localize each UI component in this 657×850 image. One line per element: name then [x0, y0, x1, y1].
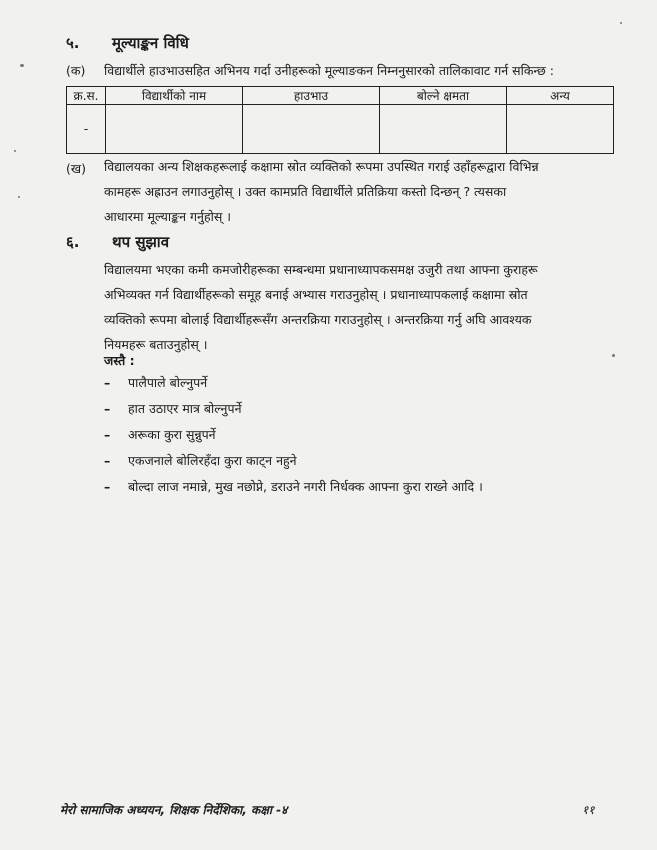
- rule-text: एकजनाले बोलिरहँदा कुरा काट्न नहुने: [128, 453, 297, 468]
- item-b-line: कामहरू अह्राउन लगाउनुहोस् । उक्त कामप्रति विद्यार्थीले प्रतिक्रिया कस्तो दिन्छन् ? त्यसका: [104, 184, 507, 199]
- rules-list: [104, 370, 483, 500]
- list-item: [104, 370, 483, 396]
- footer-book-title: मेरो सामाजिक अध्ययन, शिक्षक निर्देशिका, कक्षा -४: [60, 803, 288, 817]
- scan-speck: [20, 64, 24, 67]
- item-b-label: (ख): [66, 161, 86, 176]
- column-header-speaking-ability: बोल्ने क्षमता: [380, 87, 507, 105]
- section-5-heading: [66, 33, 189, 53]
- list-item: [104, 448, 483, 474]
- table-header-row: [67, 87, 614, 105]
- example-label: जस्तै :: [104, 353, 135, 368]
- rule-text: अरूका कुरा सुन्नुपर्ने: [128, 427, 216, 442]
- table-cell-speaking-ability: [380, 105, 507, 154]
- list-item: [104, 422, 483, 448]
- table-cell-gesture: [243, 105, 380, 154]
- section-6-line: व्यक्तिको रूपमा बोलाई विद्यार्थीहरूसँग अन्तरक्रिया गराउनुहोस् । अन्तरक्रिया गर्नु अघि आवश्यक: [104, 312, 532, 327]
- section-6-line: अभिव्यक्त गर्न विद्यार्थीहरूको समूह बनाई अभ्यास गराउनुहोस् । प्रधानाध्यापकलाई कक्षामा स्रोत: [104, 287, 528, 302]
- section-6-heading: [66, 232, 169, 252]
- item-a-text: विद्यार्थीले हाउभाउसहित अभिनय गर्दा उनीहरूको मूल्याङकन निम्ननुसारको तालिकावाट गर्न सकिन्छ :: [104, 63, 554, 78]
- rule-text: पालैपाले बोल्नुपर्ने: [128, 375, 208, 390]
- dash-bullet-icon: –: [104, 479, 111, 494]
- dash-bullet-icon: –: [104, 453, 111, 468]
- section-6-line: नियमहरू बताउनुहोस् ।: [104, 337, 208, 352]
- dash-bullet-icon: –: [104, 375, 111, 390]
- scan-speck: [612, 354, 615, 357]
- table-row: [67, 105, 614, 154]
- column-header-gesture: हाउभाउ: [243, 87, 380, 105]
- section-6-number: ६.: [66, 233, 80, 251]
- evaluation-table: [66, 86, 614, 154]
- item-b-line: विद्यालयका अन्य शिक्षकहरूलाई कक्षामा स्रोत व्यक्तिको रूपमा उपस्थित गराई उहाँहरूद्वारा विभिन्न: [104, 159, 539, 174]
- column-header-student-name: विद्यार्थीको नाम: [106, 87, 243, 105]
- section-6-paragraph: [104, 257, 624, 357]
- column-header-other: अन्य: [507, 87, 614, 105]
- table-cell-serial: -: [67, 105, 106, 154]
- scan-speck: [18, 196, 20, 198]
- item-a-label: (क): [66, 63, 86, 78]
- section-5-title: मूल्याङ्कन विधि: [112, 34, 189, 52]
- section-6-line: विद्यालयमा भएका कमी कमजोरीहरूका सम्बन्धमा प्रधानाध्यापकसमक्ष उजुरी तथा आफ्ना कुराहरू: [104, 262, 538, 277]
- dash-bullet-icon: –: [104, 427, 111, 442]
- rule-text: हात उठाएर मात्र बोल्नुपर्ने: [128, 401, 242, 416]
- item-b-paragraph: [104, 154, 624, 229]
- table-cell-student-name: [106, 105, 243, 154]
- dash-bullet-icon: –: [104, 401, 111, 416]
- list-item: [104, 474, 483, 500]
- column-header-serial: क्र.स.: [67, 87, 106, 105]
- list-item: [104, 396, 483, 422]
- page-number: ११: [582, 803, 595, 817]
- section-6-title: थप सुझाव: [112, 233, 170, 251]
- scan-speck: [620, 22, 622, 24]
- section-5-number: ५.: [66, 34, 80, 52]
- scan-speck: [14, 150, 16, 152]
- item-b-line: आधारमा मूल्याङ्कन गर्नुहोस् ।: [104, 209, 232, 224]
- table-cell-other: [507, 105, 614, 154]
- rule-text: बोल्दा लाज नमान्ने, मुख नछोप्ने, डराउने नगरी निर्धक्क आफ्ना कुरा राख्ने आदि ।: [128, 479, 483, 494]
